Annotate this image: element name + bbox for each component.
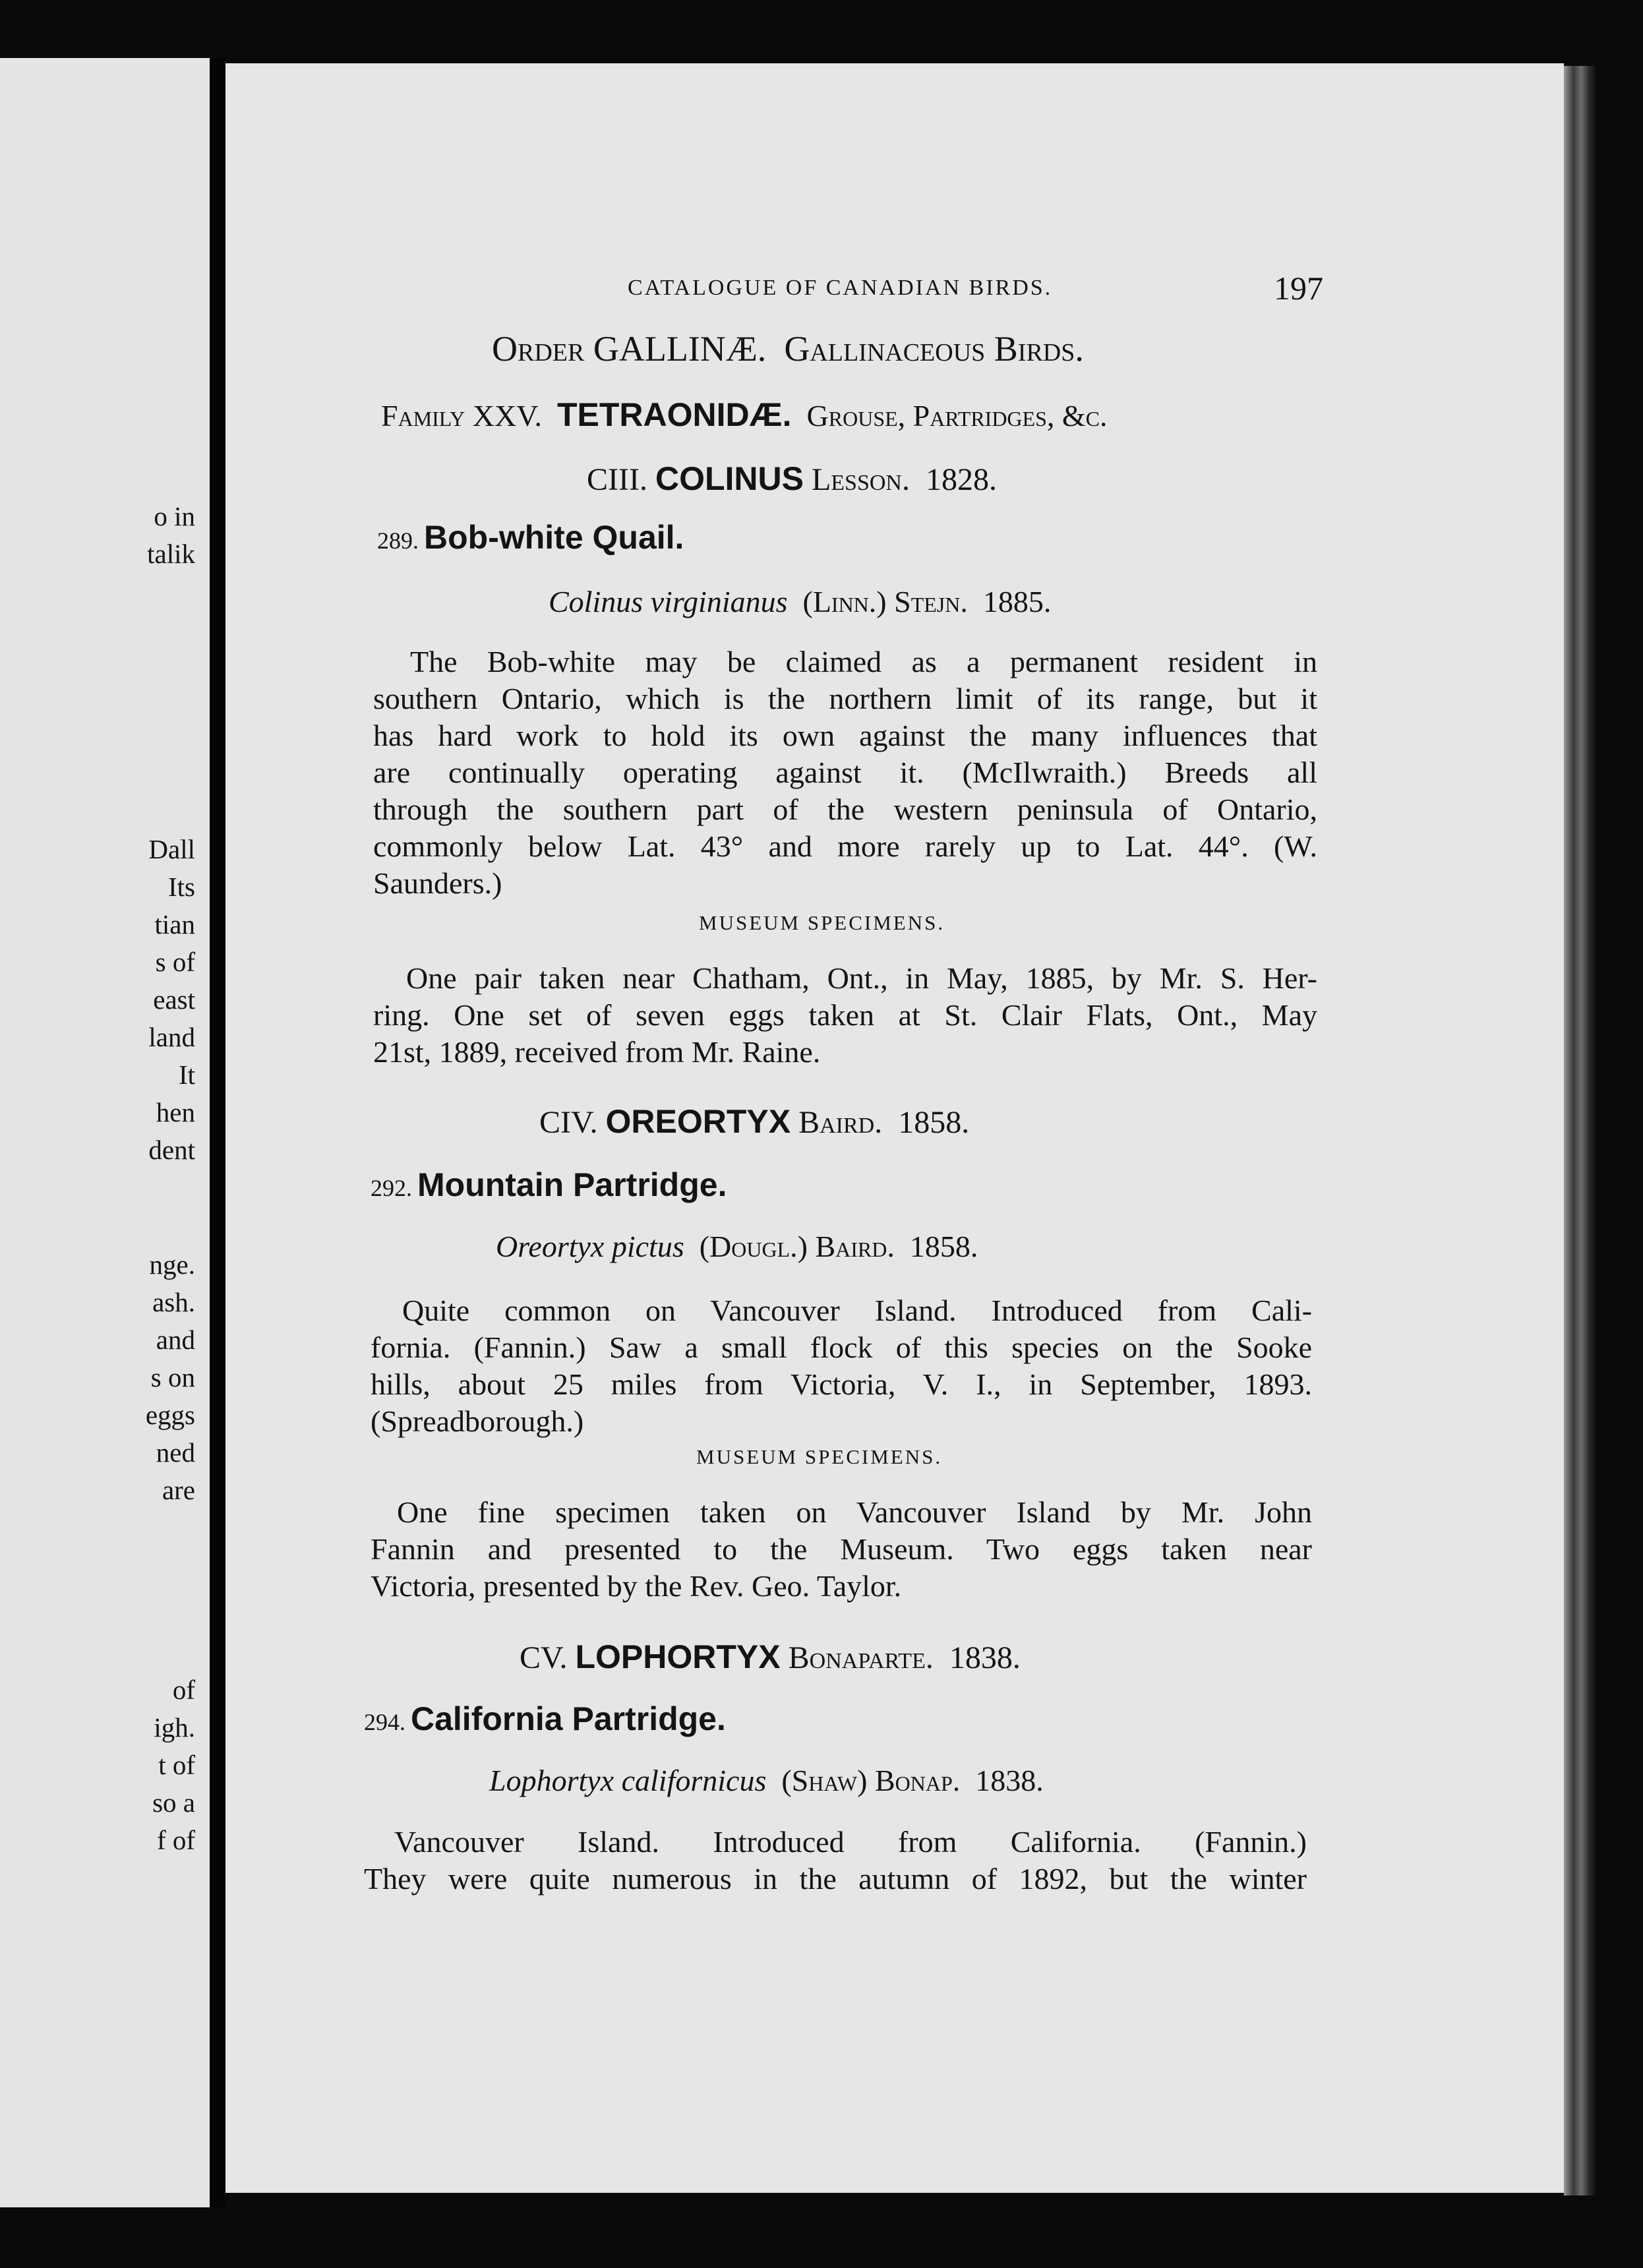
species-number: 292. bbox=[371, 1175, 412, 1201]
binomial-year: 1838. bbox=[975, 1764, 1044, 1797]
order-name: GALLINÆ. bbox=[593, 329, 767, 369]
text-line: They were quite numerous in the autumn of 1892, but the winter bbox=[364, 1862, 1307, 1895]
text-line: Fannin and presented to the Museum. Two eggs taken near bbox=[371, 1532, 1312, 1566]
text-line: Quite common on Vancouver Island. Introduced from Cali- bbox=[402, 1294, 1312, 1327]
facing-page-text-fragment: t of bbox=[158, 1750, 195, 1780]
genus-heading-lophortyx bbox=[520, 1638, 1021, 1676]
genus-name: OREORTYX bbox=[605, 1103, 791, 1140]
species-heading-294 bbox=[364, 1700, 726, 1738]
facing-page-text-fragment: s of bbox=[155, 947, 195, 977]
genus-numeral: CV. bbox=[520, 1640, 568, 1675]
binomial-year: 1885. bbox=[982, 585, 1052, 618]
binomial-year: 1858. bbox=[909, 1230, 978, 1263]
genus-year: 1828. bbox=[925, 462, 997, 497]
text-line: southern Ontario, which is the northern limit of its range, but it bbox=[373, 682, 1317, 715]
text-line: Victoria, presented by the Rev. Geo. Taylor. bbox=[371, 1569, 902, 1603]
facing-page-text-fragment: tian bbox=[154, 909, 195, 940]
facing-page-text-fragment: o in bbox=[154, 501, 195, 531]
text-line: fornia. (Fannin.) Saw a small flock of this species on the Sooke bbox=[371, 1330, 1312, 1364]
text-line: commonly below Lat. 43° and more rarely up to Lat. 44°. (W. bbox=[373, 829, 1317, 863]
order-heading bbox=[492, 328, 1084, 369]
species-heading-289 bbox=[377, 518, 684, 556]
species-heading-292 bbox=[371, 1166, 727, 1204]
museum-specimens-heading-292: MUSEUM SPECIMENS. bbox=[696, 1445, 943, 1468]
facing-page-strip bbox=[0, 58, 210, 2207]
facing-page-text-fragment: land bbox=[148, 1022, 195, 1052]
text-line: One pair taken near Chatham, Ont., in May, 1885, by Mr. S. Her- bbox=[406, 961, 1317, 995]
running-head-title: CATALOGUE OF CANADIAN BIRDS. bbox=[628, 276, 1053, 300]
genus-numeral: CIII. bbox=[587, 462, 647, 497]
facing-page-text-fragment: are bbox=[162, 1475, 195, 1505]
facing-page-text-fragment: Its bbox=[168, 872, 195, 902]
family-heading bbox=[381, 396, 1108, 434]
facing-page-text-fragment: ned bbox=[156, 1437, 195, 1468]
genus-name: COLINUS bbox=[655, 460, 804, 497]
text-line: 21st, 1889, received from Mr. Raine. bbox=[373, 1035, 821, 1069]
text-line: are continually operating against it. (McIlwraith.) Breeds all bbox=[373, 756, 1317, 789]
facing-page-text-fragment: f of bbox=[156, 1825, 195, 1855]
page-edge bbox=[1564, 66, 1596, 2195]
species-binomial-289 bbox=[549, 584, 1051, 619]
book-gutter bbox=[210, 58, 225, 2207]
text-line: ring. One set of seven eggs taken at St. Clair Flats, Ont., May bbox=[373, 998, 1317, 1032]
text-line: One fine specimen taken on Vancouver Island by Mr. John bbox=[397, 1495, 1312, 1529]
facing-page-text-fragment: talik bbox=[147, 539, 195, 569]
genus-year: 1858. bbox=[898, 1105, 970, 1140]
text-line: Vancouver Island. Introduced from California. (Fannin.) bbox=[394, 1825, 1307, 1859]
family-word: Family XXV. bbox=[381, 399, 542, 433]
facing-page-text-fragment: It bbox=[178, 1059, 195, 1090]
binomial-name: Oreortyx pictus bbox=[496, 1230, 684, 1263]
order-word: Order bbox=[492, 329, 585, 369]
facing-page-text-fragment: eggs bbox=[145, 1400, 195, 1430]
text-line: through the southern part of the western peninsula of Ontario, bbox=[373, 792, 1317, 826]
facing-page-text-fragment: dent bbox=[148, 1135, 195, 1165]
binomial-name: Colinus virginianus bbox=[549, 585, 788, 618]
species-common-name: Bob-white Quail. bbox=[424, 519, 684, 556]
facing-page-text-fragment: ash. bbox=[152, 1287, 195, 1317]
facing-page-text-fragment: s on bbox=[150, 1362, 195, 1392]
species-number: 289. bbox=[377, 527, 419, 554]
binomial-authority: (Linn.) Stejn. bbox=[802, 585, 968, 618]
genus-heading-colinus bbox=[587, 460, 997, 498]
facing-page-text-fragment: east bbox=[153, 984, 195, 1015]
genus-author: Baird. bbox=[798, 1105, 883, 1140]
specimens-account-289 bbox=[373, 960, 1317, 1071]
genus-name: LOPHORTYX bbox=[575, 1638, 781, 1675]
species-common-name: Mountain Partridge. bbox=[417, 1166, 727, 1203]
species-account-289 bbox=[373, 643, 1317, 902]
text-line: (Spreadborough.) bbox=[371, 1404, 584, 1438]
binomial-authority: (Shaw) Bonap. bbox=[781, 1764, 961, 1797]
facing-page-text-fragment: hen bbox=[156, 1097, 195, 1127]
species-number: 294. bbox=[364, 1709, 405, 1735]
species-account-292 bbox=[371, 1292, 1312, 1440]
facing-page-text-fragment: of bbox=[172, 1675, 195, 1705]
species-common-name: California Partridge. bbox=[411, 1700, 726, 1737]
species-binomial-294 bbox=[489, 1763, 1044, 1798]
genus-numeral: CIV. bbox=[539, 1105, 598, 1140]
facing-page-text-fragment: igh. bbox=[154, 1712, 195, 1743]
text-line: has hard work to hold its own against the many influences that bbox=[373, 719, 1317, 752]
family-common-name: Grouse, Partridges, &c. bbox=[806, 399, 1108, 433]
species-account-294 bbox=[364, 1824, 1307, 1897]
facing-page-text-fragment: Dall bbox=[148, 834, 195, 864]
text-line: hills, about 25 miles from Victoria, V. I., in September, 1893. bbox=[371, 1367, 1312, 1401]
species-binomial-292 bbox=[496, 1229, 978, 1264]
museum-specimens-heading-289: MUSEUM SPECIMENS. bbox=[699, 911, 945, 934]
genus-author: Lesson. bbox=[811, 462, 910, 497]
page-number: 197 bbox=[1274, 270, 1323, 307]
family-name: TETRAONIDÆ. bbox=[556, 396, 792, 433]
facing-page-text-fragment: so a bbox=[152, 1787, 195, 1818]
genus-heading-oreortyx bbox=[539, 1102, 969, 1141]
genus-year: 1838. bbox=[949, 1640, 1021, 1675]
order-common-name: Gallinaceous Birds. bbox=[784, 329, 1084, 369]
facing-page-text-fragment: and bbox=[156, 1325, 195, 1355]
specimens-account-292 bbox=[371, 1494, 1312, 1605]
genus-author: Bonaparte. bbox=[788, 1640, 934, 1675]
facing-page-text-fragment: nge. bbox=[149, 1249, 195, 1280]
binomial-name: Lophortyx californicus bbox=[489, 1764, 767, 1797]
text-line: Saunders.) bbox=[373, 866, 502, 900]
text-line: The Bob-white may be claimed as a permanent resident in bbox=[410, 645, 1317, 678]
binomial-authority: (Dougl.) Baird. bbox=[699, 1230, 895, 1263]
